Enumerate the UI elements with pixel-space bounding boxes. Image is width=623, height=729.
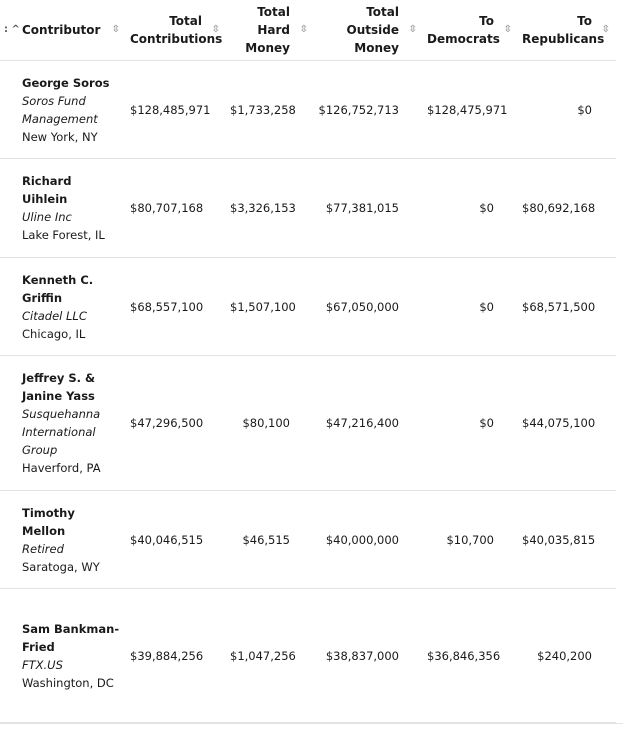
to-republicans-cell: $240,200: [518, 589, 616, 723]
donor-location: Lake Forest, IL: [22, 228, 105, 242]
to-democrats-cell: $0: [423, 258, 518, 356]
sort-icon[interactable]: ⇳: [408, 24, 417, 35]
column-header-to-republicans[interactable]: [518, 0, 616, 61]
donor-location: Washington, DC: [22, 675, 114, 690]
total-contributions-cell: $47,296,500: [126, 356, 226, 491]
to-republicans-cell: $44,075,100: [518, 356, 616, 491]
donor-location: Haverford, PA: [22, 461, 101, 475]
total-hard-money-cell: $1,047,256: [226, 589, 314, 723]
to-republicans-cell: $68,571,500: [518, 258, 616, 356]
to-democrats-cell: $36,846,356: [423, 589, 518, 723]
column-header-total-hard-money-label: Total Hard Money: [245, 5, 290, 55]
total-outside-money-cell: $38,837,000: [314, 589, 423, 723]
total-outside-money-cell: $67,050,000: [314, 258, 423, 356]
donor-name: George Soros: [22, 75, 110, 90]
donor-organization: Retired: [22, 541, 64, 556]
donor-name: Kenneth C. Griffin: [22, 272, 94, 305]
to-republicans-cell: $40,035,815: [518, 491, 616, 589]
table-header-row: [0, 0, 616, 61]
to-republicans-cell: $80,692,168: [518, 159, 616, 258]
column-sort-indicator[interactable]: : ^: [4, 24, 20, 35]
total-contributions-cell: $40,046,515: [126, 491, 226, 589]
column-header-total-contributions-label: Total Contributions: [130, 14, 223, 46]
sort-icon[interactable]: ⇳: [211, 24, 220, 35]
donor-organization: Uline Inc: [22, 210, 72, 224]
to-democrats-cell: $0: [423, 356, 518, 491]
to-democrats-cell: $128,475,971: [423, 61, 518, 159]
contributor-cell: [0, 159, 126, 258]
contributor-cell: [0, 589, 126, 723]
column-header-to-democrats[interactable]: [423, 0, 518, 61]
table-row: [0, 258, 616, 356]
to-democrats-cell: $0: [423, 159, 518, 258]
to-democrats-cell: $10,700: [423, 491, 518, 589]
donor-name: Sam Bankman-Fried: [22, 621, 120, 654]
column-header-total-hard-money[interactable]: [226, 0, 314, 61]
total-outside-money-cell: $126,752,713: [314, 61, 423, 159]
total-outside-money-cell: $77,381,015: [314, 159, 423, 258]
donor-location: Saratoga, WY: [22, 559, 100, 574]
donor-location: Chicago, IL: [22, 326, 86, 341]
table-row: [0, 356, 616, 491]
donor-name: Jeffrey S. & Janine Yass: [22, 371, 96, 403]
total-contributions-cell: $80,707,168: [126, 159, 226, 258]
total-hard-money-cell: $80,100: [226, 356, 314, 491]
column-header-total-outside-money-label: Total Outside Money: [346, 5, 399, 55]
contributor-cell: [0, 491, 126, 589]
total-hard-money-cell: $46,515: [226, 491, 314, 589]
total-outside-money-cell: $47,216,400: [314, 356, 423, 491]
column-header-total-contributions[interactable]: [126, 0, 226, 61]
total-outside-money-cell: $40,000,000: [314, 491, 423, 589]
contributor-cell: [0, 356, 126, 491]
donor-name: Timothy Mellon: [22, 505, 75, 538]
total-contributions-cell: $68,557,100: [126, 258, 226, 356]
column-header-to-republicans-label: To Republicans: [522, 14, 605, 46]
column-header-total-outside-money[interactable]: [314, 0, 423, 61]
total-hard-money-cell: $1,507,100: [226, 258, 314, 356]
donor-organization: Susquehanna International Group: [22, 407, 101, 457]
contributor-cell: [0, 258, 126, 356]
donor-name: Richard Uihlein: [22, 174, 72, 206]
contributor-cell: [0, 61, 126, 159]
donor-location: New York, NY: [22, 129, 98, 144]
total-contributions-cell: $39,884,256: [126, 589, 226, 723]
sort-icon[interactable]: ⇳: [601, 24, 610, 35]
to-republicans-cell: $0: [518, 61, 616, 159]
table-row: [0, 61, 616, 159]
table-row: [0, 159, 616, 258]
total-contributions-cell: $128,485,971: [126, 61, 226, 159]
sort-icon[interactable]: ⇳: [503, 24, 512, 35]
table-row: [0, 589, 616, 723]
total-hard-money-cell: $1,733,258: [226, 61, 314, 159]
donor-organization: Citadel LLC: [22, 308, 87, 323]
column-header-contributor[interactable]: [0, 0, 126, 61]
donor-organization: Soros Fund Management: [22, 93, 98, 126]
table-bottom-divider: [0, 723, 623, 724]
total-hard-money-cell: $3,326,153: [226, 159, 314, 258]
sort-icon[interactable]: ⇳: [111, 24, 120, 35]
donor-organization: FTX.US: [22, 657, 63, 672]
sort-icon[interactable]: ⇳: [299, 24, 308, 35]
table-row: [0, 491, 616, 589]
column-header-contributor-label: Contributor: [22, 23, 101, 37]
column-header-to-democrats-label: To Democrats: [427, 14, 500, 46]
